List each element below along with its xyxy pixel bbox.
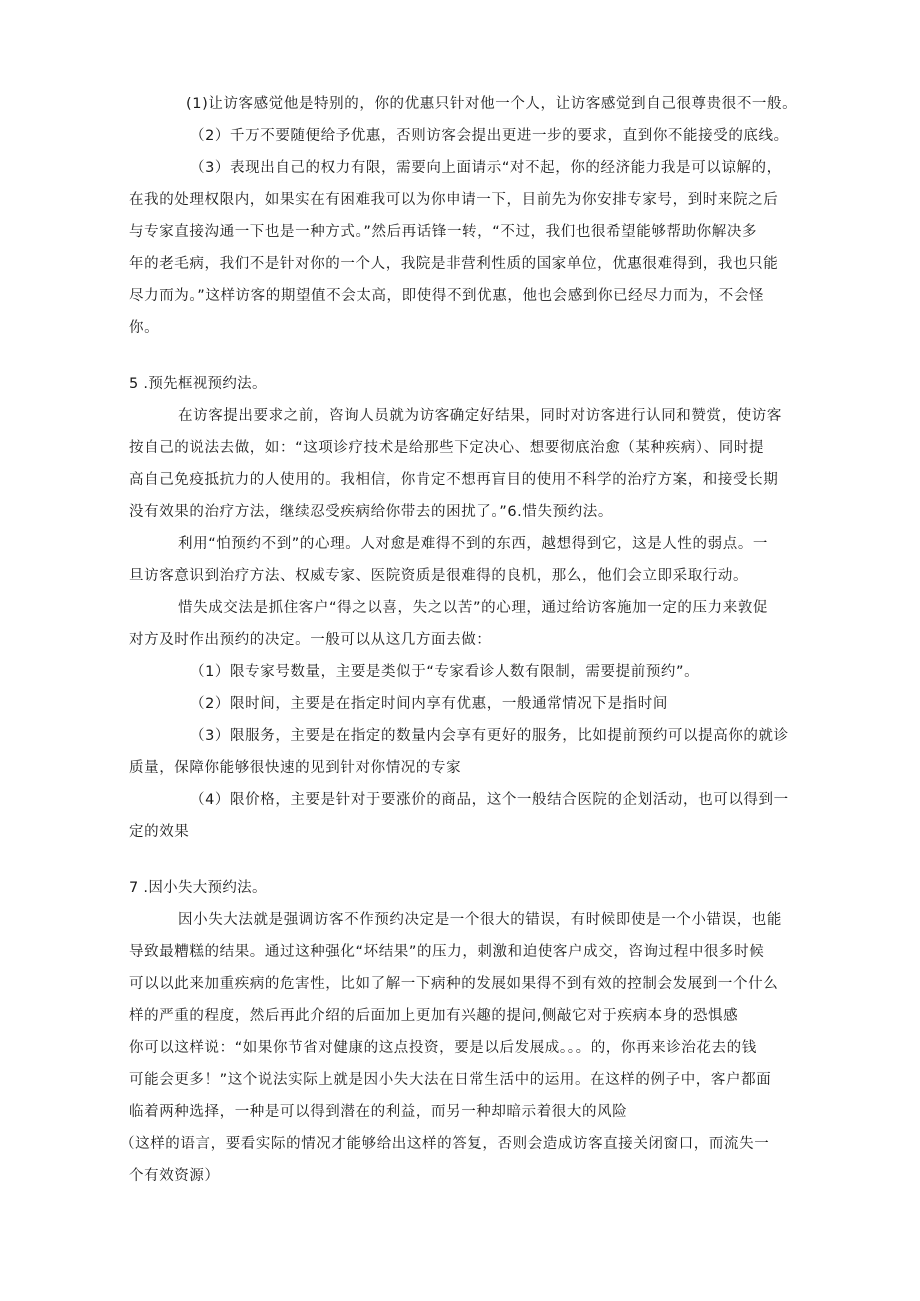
s5-para-line-3: 高自己免疫抵抗力的人使用的。我相信，你肯定不想再盲目的使用不科学的治疗方案，和接受长期 bbox=[129, 472, 779, 488]
s7-note-line-2: 个有效资源） bbox=[129, 1168, 220, 1184]
s6-item-4-line-2: 定的效果 bbox=[129, 824, 190, 840]
s4-item-2: （2）千万不要随便给予优惠，否则访客会提出更进一步的要求，直到你不能接受的底线。 bbox=[190, 128, 789, 144]
s6-para1-line-2: 旦访客意识到治疗方法、权威专家、医院资质是很难得的良机，那么，他们会立即采取行动。 bbox=[129, 568, 749, 584]
s4-item-3-line-5: 尽力而为。”这样访客的期望值不会太高，即使得不到优惠，他也会感到你已经尽力而为，不会怪 bbox=[129, 288, 765, 304]
s7-para1-line-2: 导致最糟糕的结果。通过这种强化“坏结果”的压力，刺激和迫使客户成交，咨询过程中很多时候 bbox=[129, 944, 765, 960]
s6-item-2: （2）限时间，主要是在指定时间内享有优惠，一般通常情况下是指时间 bbox=[190, 696, 668, 712]
s4-item-3-line-4: 年的老毛病，我们不是针对你的一个人，我院是非营利性质的国家单位，优惠很难得到，我也只能 bbox=[129, 256, 779, 272]
s6-item-4-line-1: （4）限价格，主要是针对于要涨价的商品，这个一般结合医院的企划活动，也可以得到一 bbox=[190, 792, 789, 808]
s7-para1-line-3: 可以以此来加重疾病的危害性，比如了解一下病种的发展如果得不到有效的控制会发展到一个什么 bbox=[129, 976, 779, 992]
s5-para-line-4: 没有效果的治疗方法，继续忍受疾病给你带去的困扰了。”6.惜失预约法。 bbox=[129, 504, 613, 520]
s5-para-line-1: 在访客提出要求之前，咨询人员就为访客确定好结果，同时对访客进行认同和赞赏，使访客 bbox=[178, 408, 782, 424]
s4-item-1: (1)让访客感觉他是特别的，你的优惠只针对他一个人，让访客感觉到自己很尊贵很不一般。 bbox=[186, 96, 798, 112]
s7-para1-line-4: 样的严重的程度，然后再此介绍的后面加上更加有兴趣的提问,侧敲它对于疾病本身的恐惧感 bbox=[129, 1008, 739, 1024]
s7-para2-line-1: 你可以这样说：“如果你节省对健康的这点投资，要是以后发展成。。。的，你再来诊治花去的钱 bbox=[129, 1040, 757, 1056]
s6-para2-line-2: 对方及时作出预约的决定。一般可以从这几方面去做： bbox=[129, 632, 492, 648]
s4-item-3-line-3: 与专家直接沟通一下也是一种方式。”然后再话锋一转，“不过，我们也很希望能够帮助你解决多 bbox=[129, 224, 758, 240]
s4-item-3-line-6: 你。 bbox=[129, 320, 160, 336]
s6-para1-line-1: 利用“怕预约不到”的心理。人对愈是难得不到的东西，越想得到它，这是人性的弱点。一 bbox=[178, 536, 769, 552]
s5-heading: 5 .预先框视预约法。 bbox=[129, 376, 267, 392]
s6-item-3-line-1: （3）限服务，主要是在指定的数量内会享有更好的服务，比如提前预约可以提高你的就诊 bbox=[190, 728, 789, 744]
s4-item-3-line-2: 在我的处理权限内，如果实在有困难我可以为你申请一下，目前先为你安排专家号，到时来院之后 bbox=[129, 192, 779, 208]
s7-heading: 7 .因小失大预约法。 bbox=[129, 880, 267, 896]
s7-para2-line-2: 可能会更多！”这个说法实际上就是因小失大法在日常生活中的运用。在这样的例子中，客户都面 bbox=[129, 1072, 772, 1088]
s6-para2-line-1: 惜失成交法是抓住客户“得之以喜，失之以苦”的心理，通过给访客施加一定的压力来敦促 bbox=[178, 600, 769, 616]
s4-item-3-line-1: （3）表现出自己的权力有限，需要向上面请示“对不起，你的经济能力我是可以谅解的， bbox=[190, 160, 782, 176]
s7-para1-line-1: 因小失大法就是强调访客不作预约决定是一个很大的错误，有时候即使是一个小错误，也能 bbox=[178, 912, 782, 928]
s7-para2-line-3: 临着两种选择，一种是可以得到潜在的利益，而另一种却暗示着很大的风险 bbox=[129, 1104, 628, 1120]
s6-item-3-line-2: 质量，保障你能够很快速的见到针对你情况的专家 bbox=[129, 760, 462, 776]
s5-para-line-2: 按自己的说法去做，如：“这项诊疗技术是给那些下定决心、想要彻底治愈（某种疾病）、同时提 bbox=[129, 440, 765, 456]
s7-note-line-1: （这样的语言，要看实际的情况才能够给出这样的答复，否则会造成访客直接关闭窗口，而流失一 bbox=[120, 1136, 770, 1152]
s6-item-1: （1）限专家号数量，主要是类似于“专家看诊人数有限制，需要提前预约”。 bbox=[190, 664, 700, 680]
